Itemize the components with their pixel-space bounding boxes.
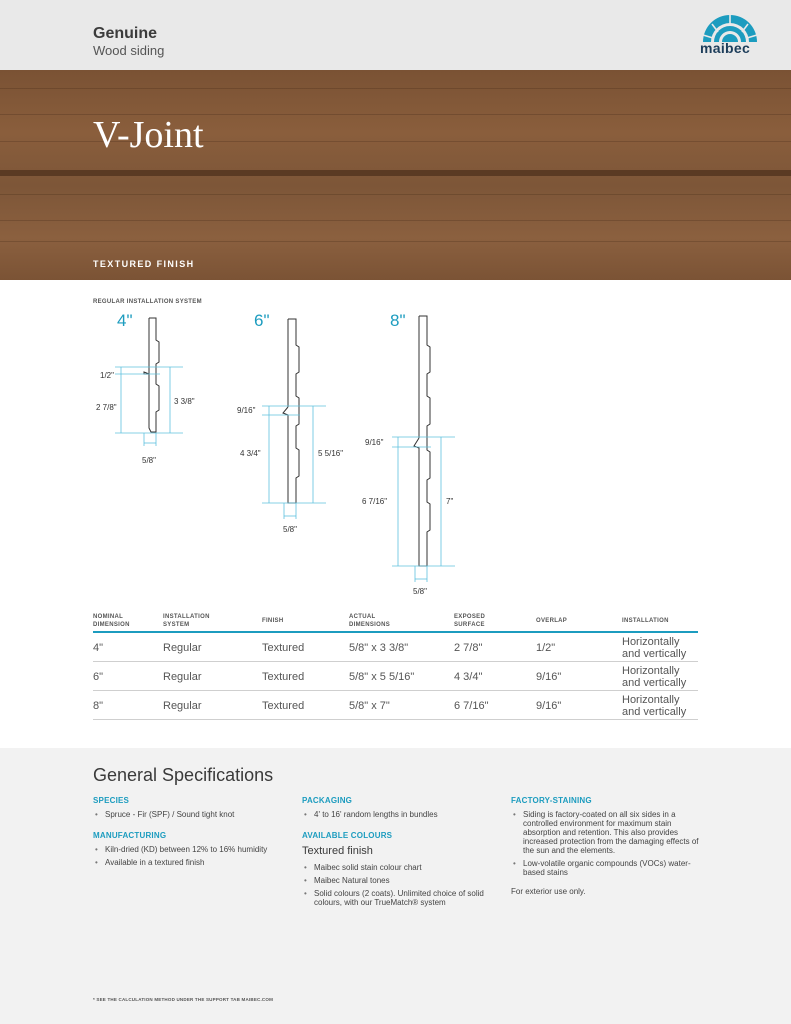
footnote: * SEE THE CALCULATION METHOD UNDER THE SUPPORT TAB MAIBEC.COM — [93, 997, 274, 1002]
profile-size-6: 6" — [254, 311, 270, 330]
cell-exposed: 4 3/4" — [454, 671, 483, 683]
packaging-heading: PACKAGING — [302, 796, 353, 805]
col-header-overlap: OVERLAP — [536, 618, 568, 624]
cell-system: Regular — [163, 671, 202, 683]
col-header-finish: FINISH — [262, 618, 284, 624]
list-item: • Spruce - Fir (SPF) / Sound tight knot — [93, 810, 283, 819]
cell-actual: 5/8" x 5 5/16" — [349, 671, 415, 683]
logo-wordmark: maibec — [700, 40, 751, 56]
cell-installation: Horizontally and vertically — [622, 665, 687, 689]
cell-overlap: 9/16" — [536, 671, 562, 683]
cell-installation: Horizontally and vertically — [622, 694, 687, 718]
overlap-dim-8: 9/16" — [365, 438, 384, 447]
specs-title: General Specifications — [93, 765, 274, 785]
brand-title: Genuine — [93, 25, 158, 42]
cell-exposed: 2 7/8" — [454, 642, 483, 654]
cell-actual: 5/8" x 7" — [349, 700, 390, 712]
specs-column-2 — [302, 796, 492, 911]
cell-exposed: 6 7/16" — [454, 700, 489, 712]
cell-system: Regular — [163, 700, 202, 712]
cell-overlap: 9/16" — [536, 700, 562, 712]
cell-installation: Horizontally and vertically — [622, 636, 687, 660]
list-item: • Maibec Natural tones — [302, 876, 492, 885]
cell-nominal: 6" — [93, 671, 104, 683]
overlap-dim-4: 1/2" — [100, 371, 114, 380]
col-header-actual: ACTUAL DIMENSIONS — [349, 614, 391, 628]
cell-finish: Textured — [262, 700, 305, 712]
page-title: V-Joint — [93, 114, 204, 156]
specs-column-1 — [93, 796, 283, 871]
profile-size-4: 4" — [117, 311, 133, 330]
general-specifications — [0, 748, 791, 1024]
cell-system: Regular — [163, 642, 202, 654]
col-header-system: INSTALLATION SYSTEM — [163, 614, 210, 628]
list-item: • 4' to 16' random lengths in bundles — [302, 810, 492, 819]
cell-actual: 5/8" x 3 3/8" — [349, 642, 409, 654]
table-row — [93, 662, 698, 691]
staining-heading: FACTORY-STAINING — [511, 796, 592, 805]
profile-size-8: 8" — [390, 311, 406, 330]
exterior-use-note: For exterior use only. — [511, 887, 586, 896]
col-header-exposed: EXPOSED SURFACE — [454, 614, 486, 628]
col-header-nominal: NOMINAL DIMENSION — [93, 614, 130, 628]
col-header-installation: INSTALLATION — [622, 618, 669, 624]
species-heading: SPECIES — [93, 796, 130, 805]
exposed-dim-4: 2 7/8" — [96, 403, 117, 412]
list-item: • Kiln-dried (KD) between 12% to 16% humidity — [93, 845, 283, 854]
list-item: • Solid colours (2 coats). Unlimited choice of solid colours, with our TrueMatch® system — [302, 889, 492, 907]
cell-finish: Textured — [262, 671, 305, 683]
brand-subtitle: Wood siding — [93, 43, 165, 58]
list-item: • Siding is factory-coated on all six sides in a controlled environment for maximum stain absorption and retention. This also provides increased protection from the damaging effects of the sun and the elements. — [511, 810, 701, 855]
table-row — [93, 691, 698, 720]
overlap-dim-6: 9/16" — [237, 406, 256, 415]
thickness-dim-6: 5/8" — [283, 525, 297, 534]
list-item: • Available in a textured finish — [93, 858, 283, 867]
cell-nominal: 8" — [93, 700, 104, 712]
actual-dim-6: 5 5/16" — [318, 449, 344, 458]
cell-finish: Textured — [262, 642, 305, 654]
cell-nominal: 4" — [93, 642, 104, 654]
list-item: • Low-volatile organic compounds (VOCs) water-based stains — [511, 859, 701, 877]
cell-overlap: 1/2" — [536, 642, 556, 654]
thickness-dim-4: 5/8" — [142, 456, 156, 465]
table-row — [93, 633, 698, 662]
list-item: • Maibec solid stain colour chart — [302, 863, 492, 872]
actual-dim-4: 3 3/8" — [174, 397, 195, 406]
finish-label: TEXTURED FINISH — [93, 259, 195, 269]
specs-column-3 — [511, 796, 701, 896]
thickness-dim-8: 5/8" — [413, 587, 427, 596]
exposed-dim-8: 6 7/16" — [362, 497, 388, 506]
exposed-dim-6: 4 3/4" — [240, 449, 261, 458]
colours-subheading: Textured finish — [302, 845, 373, 857]
installation-system-label: REGULAR INSTALLATION SYSTEM — [93, 299, 202, 305]
actual-dim-8: 7" — [446, 497, 454, 506]
colours-heading: AVAILABLE COLOURS — [302, 831, 393, 840]
manufacturing-heading: MANUFACTURING — [93, 831, 167, 840]
